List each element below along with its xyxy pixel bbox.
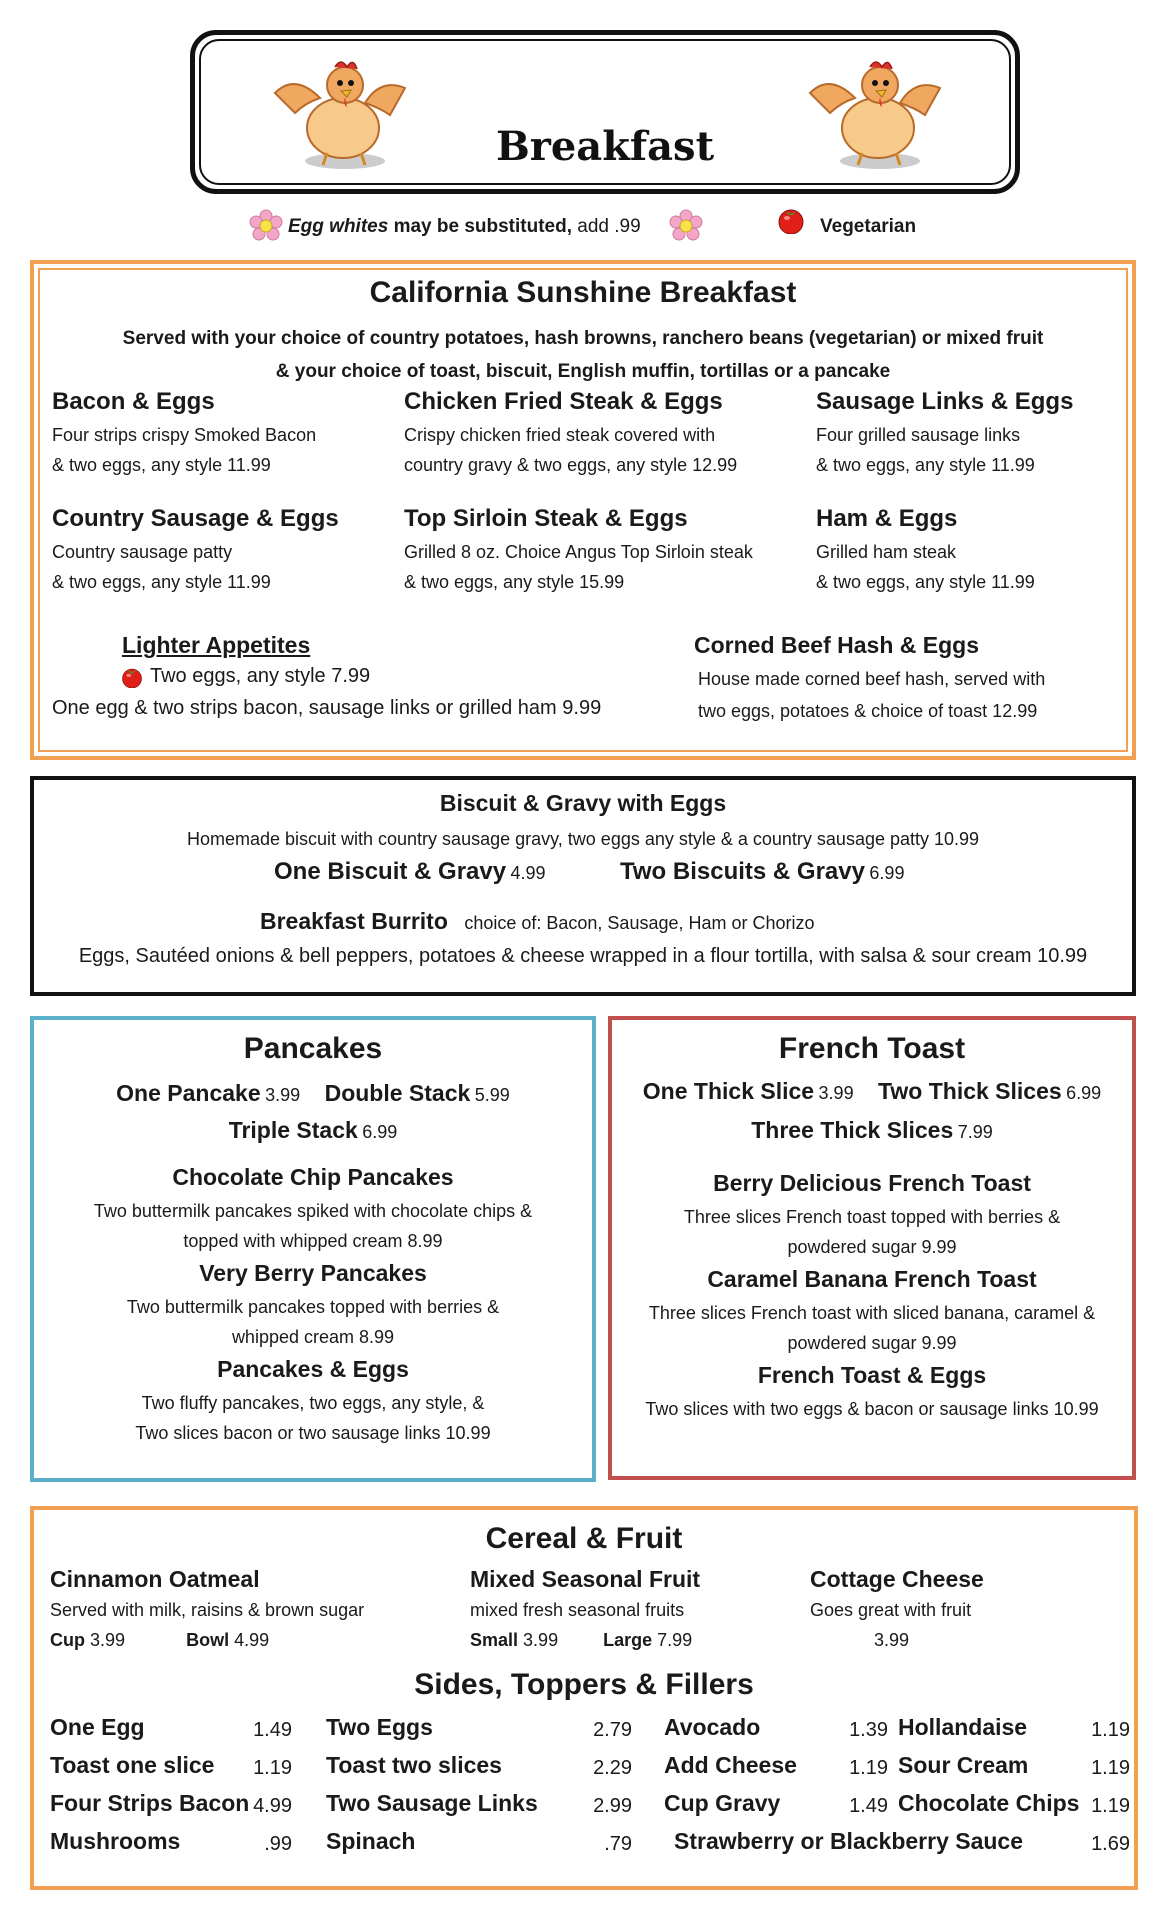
item-name: One Thick Slice [642,1078,815,1104]
item-price: 1.69 [1091,1833,1130,1855]
item-name: Mixed Seasonal Fruit [470,1566,701,1592]
item-desc: topped with whipped cream 8.99 [183,1231,443,1251]
item-name: Two Biscuits & Gravy [620,858,865,885]
item-desc: Three slices French toast topped with berries & [683,1207,1061,1227]
item-name: Pancakes & Eggs [217,1356,409,1382]
item-name: Four Strips Bacon [50,1790,250,1816]
item-price: 1.19 [1091,1795,1130,1817]
item-name: One Egg [50,1714,145,1740]
item-price: .99 [264,1833,292,1855]
item-desc: country gravy & two eggs, any style 12.99 [404,455,738,475]
item-price: 3.99 [818,1083,854,1103]
item-desc: Two slices with two eggs & bacon or sausage links 10.99 [645,1399,1099,1419]
vegetarian-label: Vegetarian [820,216,917,237]
menu-item [50,1566,364,1655]
item-price: 1.19 [1091,1757,1130,1779]
item-desc: & two eggs, any style 11.99 [816,455,1035,475]
item-name: Cinnamon Oatmeal [50,1566,260,1592]
item-price: 2.99 [593,1795,632,1817]
item-desc: Four strips crispy Smoked Bacon [52,425,317,445]
item-name: Avocado [664,1714,761,1740]
item-price: 4.99 [510,863,546,883]
item-name: Sausage Links & Eggs [816,388,1074,415]
item-price: 1.49 [253,1719,292,1741]
burrito-item [260,908,815,938]
biscuit-section [30,776,1136,996]
item-name: Spinach [326,1828,416,1854]
cereal-heading: Cereal & Fruit [485,1522,683,1555]
item-price: 2.79 [593,1719,632,1741]
menu-item [404,505,753,597]
one-biscuit-item [274,858,546,886]
side-item [898,1714,1130,1752]
item-desc: Crispy chicken fried steak covered with [404,425,716,445]
item-desc: Country sausage patty [52,542,233,562]
side-item [326,1828,632,1866]
item-price: 6.99 [1066,1083,1102,1103]
california-served-line1: Served with your choice of country potatoes, hash browns, ranchero beans (vegetarian) or mixed fruit [122,328,1044,349]
size-price: 3.99 [523,1630,559,1650]
pancakes-sizes-row [34,1080,592,1107]
item-name: Cup Gravy [664,1790,781,1816]
french-toast-section [608,1016,1136,1480]
item-desc: Grilled ham steak [816,542,957,562]
california-section [30,260,1136,760]
side-item [664,1714,888,1752]
chicken-illustration [800,53,950,173]
side-item [664,1752,888,1790]
item-price: 1.19 [1091,1719,1130,1741]
sides-heading: Sides, Toppers & Fillers [414,1668,754,1701]
egg-whites-note [288,216,641,238]
item-name: Cottage Cheese [810,1566,984,1592]
size-label: Cup [50,1630,85,1650]
item-name: Breakfast Burrito [260,908,448,934]
item-desc: Two fluffy pancakes, two eggs, any style, & [141,1393,485,1413]
item-desc: & two eggs, any style 15.99 [404,572,625,592]
item-desc: Two buttermilk pancakes topped with berries & [126,1297,500,1317]
size-label: Small [470,1630,519,1650]
menu-item [52,505,339,597]
item-name: Double Stack [324,1080,471,1106]
item-name: Sour Cream [898,1752,1029,1778]
side-item [326,1714,632,1752]
item-name: Berry Delicious French Toast [713,1170,1031,1196]
menu-item [52,388,316,480]
two-biscuits-item [620,858,904,886]
item-name: Very Berry Pancakes [199,1260,427,1286]
cereal-sides-section [30,1506,1138,1890]
pancakes-section [30,1016,596,1482]
title-card [190,30,1020,194]
side-item [50,1752,292,1790]
item-price: 4.99 [253,1795,292,1817]
item-desc: mixed fresh seasonal fruits [470,1600,685,1620]
item-desc: Goes great with fruit [810,1600,972,1620]
pancakes-triple-row [34,1117,592,1144]
item-name: Chicken Fried Steak & Eggs [404,388,723,415]
item-name: Triple Stack [228,1117,358,1143]
size-label: Large [603,1630,653,1650]
item-desc: Two slices bacon or two sausage links 10.99 [135,1423,491,1443]
item-price: 1.49 [849,1795,888,1817]
menu-item [470,1566,700,1655]
egg-whites-text: may be substituted, [393,216,572,237]
california-heading: California Sunshine Breakfast [369,276,797,309]
side-item [50,1714,292,1752]
item-name: Mushrooms [50,1828,181,1854]
item-name: Toast two slices [326,1752,502,1778]
egg-whites-price: add .99 [577,216,641,237]
side-item [326,1752,632,1790]
item-name: Caramel Banana French Toast [707,1266,1037,1292]
item-name: Two Eggs [326,1714,433,1740]
corned-heading: Corned Beef Hash & Eggs [694,632,979,658]
flower-icon [248,209,284,243]
side-item [674,1828,1130,1860]
sides-column-2 [326,1714,632,1866]
egg-whites-label: Egg whites [288,216,389,237]
item-desc: powdered sugar 9.99 [787,1237,957,1257]
side-item [664,1790,888,1828]
french-sizes-row [612,1078,1132,1105]
item-desc: & two eggs, any style 11.99 [52,572,271,592]
item-name: Toast one slice [50,1752,215,1778]
item-desc: Four grilled sausage links [816,425,1021,445]
item-desc: & two eggs, any style 11.99 [52,455,271,475]
side-item [898,1790,1130,1828]
size-price: 7.99 [657,1630,693,1650]
item-price: 7.99 [957,1122,993,1142]
note-row [0,206,1166,246]
item-desc: whipped cream 8.99 [231,1327,395,1347]
menu-item [816,505,1035,597]
item-name: Add Cheese [664,1752,797,1778]
lighter-line2: One egg & two strips bacon, sausage links or grilled ham 9.99 [52,697,602,719]
fruit-sizes [470,1625,700,1655]
sides-column-3 [664,1714,888,1828]
item-price: 1.39 [849,1719,888,1741]
flower-icon [668,209,704,243]
biscuit-heading: Biscuit & Gravy with Eggs [439,790,727,816]
item-desc: powdered sugar 9.99 [787,1333,957,1353]
item-desc: Served with milk, raisins & brown sugar [50,1600,365,1620]
page-title: Breakfast [495,123,715,170]
item-name: Hollandaise [898,1714,1028,1740]
menu-item [816,388,1073,480]
side-item [326,1790,632,1828]
chicken-illustration [265,53,415,173]
item-name: One Biscuit & Gravy [274,858,507,885]
item-price: .79 [604,1833,632,1855]
item-name: Three Thick Slices [751,1117,954,1143]
item-name: Two Thick Slices [878,1078,1062,1104]
item-name: Country Sausage & Eggs [52,505,339,532]
french-heading: French Toast [778,1032,966,1065]
item-price: 6.99 [362,1122,398,1142]
side-item [898,1752,1130,1790]
item-price: 1.19 [849,1757,888,1779]
item-price: 2.29 [593,1757,632,1779]
item-name: Chocolate Chip Pancakes [172,1164,454,1190]
item-desc: Two buttermilk pancakes spiked with chocolate chips & [93,1201,533,1221]
tomato-vegetarian-icon [776,206,806,234]
french-three-row [612,1117,1132,1144]
pancakes-heading: Pancakes [243,1032,383,1065]
corned-line2: two eggs, potatoes & choice of toast 12.99 [698,701,1038,721]
item-name: One Pancake [116,1080,261,1106]
item-desc: Grilled 8 oz. Choice Angus Top Sirloin steak [404,542,753,562]
side-item [50,1790,292,1828]
california-served-line2: & your choice of toast, biscuit, English muffin, tortillas or a pancake [275,361,891,382]
item-price: 5.99 [474,1085,510,1105]
item-name: Bacon & Eggs [52,388,215,415]
burrito-desc: Eggs, Sautéed onions & bell peppers, potatoes & cheese wrapped in a flour tortilla, with salsa & sour cream 10.99 [78,945,1088,967]
item-name: Ham & Eggs [816,505,958,532]
sides-column-1 [50,1714,292,1866]
item-desc: Three slices French toast with sliced banana, caramel & [648,1303,1096,1323]
side-item [50,1828,292,1866]
sides-column-4 [898,1714,1130,1828]
tomato-vegetarian-icon [120,666,144,688]
item-desc: & two eggs, any style 11.99 [816,572,1035,592]
menu-item [404,388,737,480]
corned-line1: House made corned beef hash, served with [698,669,1046,689]
item-price: 6.99 [869,863,905,883]
lighter-heading: Lighter Appetites [122,632,311,658]
size-price: 3.99 [90,1630,126,1650]
burrito-choice: choice of: Bacon, Sausage, Ham or Chorizo [464,913,815,933]
menu-item [810,1566,984,1655]
item-price: 3.99 [874,1630,910,1650]
oatmeal-sizes [50,1625,364,1655]
item-name: Strawberry or Blackberry Sauce [674,1828,1024,1854]
item-name: French Toast & Eggs [757,1362,987,1388]
item-name: Top Sirloin Steak & Eggs [404,505,688,532]
size-label: Bowl [186,1630,230,1650]
lighter-line1: Two eggs, any style 7.99 [150,665,371,687]
item-price: 1.19 [253,1757,292,1779]
item-name: Chocolate Chips [898,1790,1080,1816]
size-price: 4.99 [234,1630,270,1650]
biscuit-desc: Homemade biscuit with country sausage gravy, two eggs any style & a country sausage patty 10.99 [186,829,980,849]
item-name: Two Sausage Links [326,1790,538,1816]
item-price: 3.99 [265,1085,301,1105]
